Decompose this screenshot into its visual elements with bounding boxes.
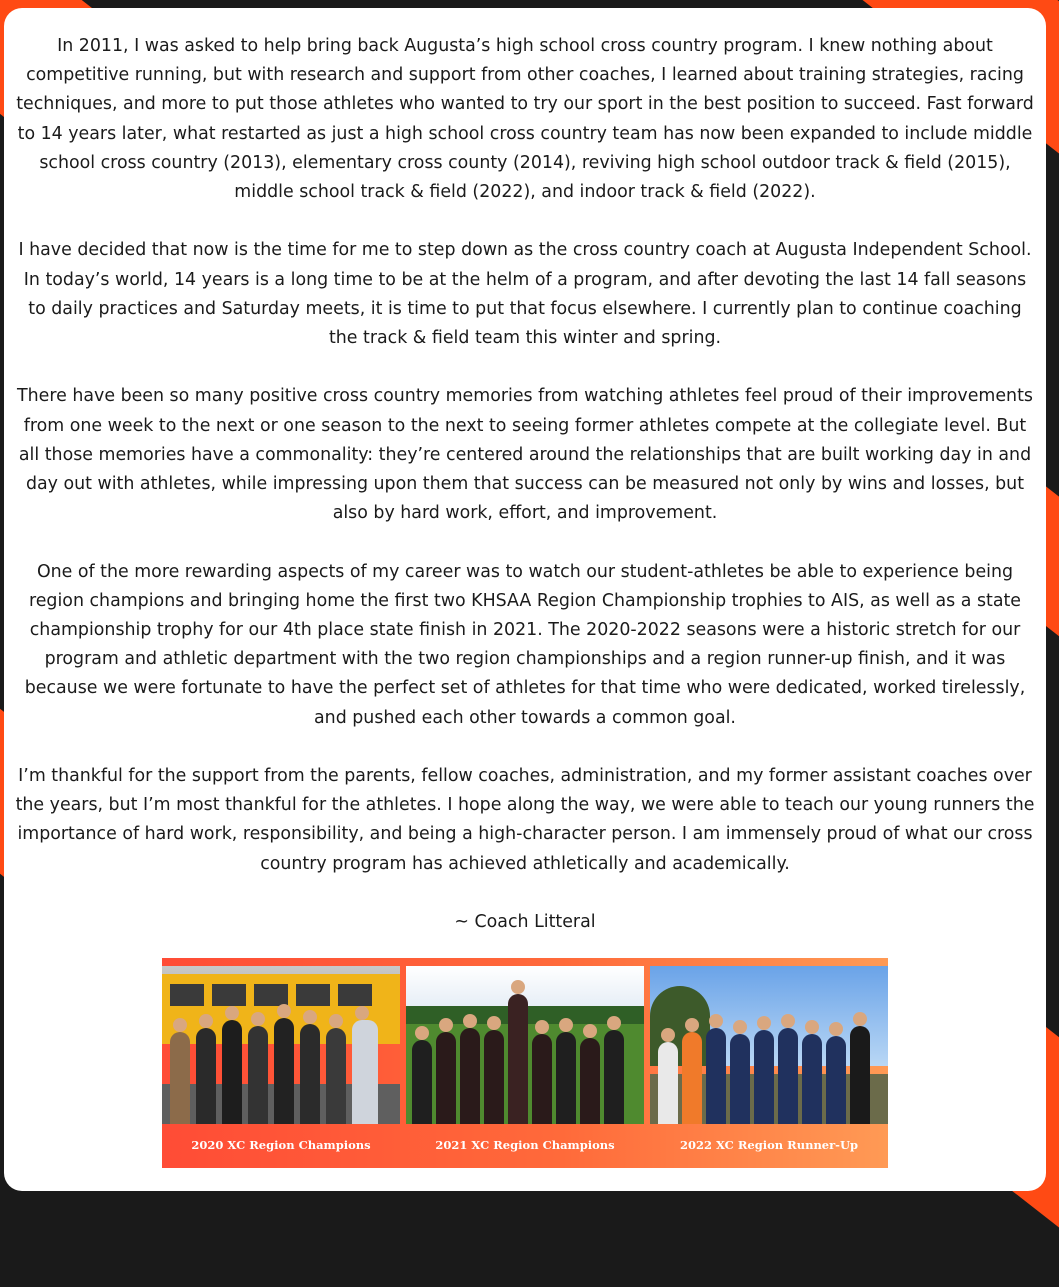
letter-paragraph: In 2011, I was asked to help bring back Augusta’s high school cross country program. I knew nothing about competitive running, but with research and support from other coaches, I learned about training strategies, racing techniques, and more to put those athletes who wanted to try our sport in the best position to succeed. Fast forward to 14 years later, what restarted as just a high school cross country team has now been expanded to include middle school cross country (2013), elementary cross county (2014), reviving high school outdoor track & field (2015), middle school track & field (2022), and indoor track & field (2022). [16,36,1034,203]
signature: ~ Coach Litteral [454,912,596,933]
photo-panel-2022 [650,966,888,1168]
letter-paragraph: One of the more rewarding aspects of my career was to watch our student-athletes be able to experience being region champions and bringing home the first two KHSAA Region Championship trophies to AIS, as well as a state championship trophy for our 4th place state finish in 2021. The 2020-2022 seasons were a historic stretch for our program and athletic department with the two region championships and a region runner-up finish, and it was because we were fortunate to have the perfect set of athletes for that time who were dedicated, worked tirelessly, and pushed each other towards a common goal. [24,561,1026,728]
letter-body [14,32,1036,937]
photo-panel-2021 [406,966,644,1168]
letter-paragraph: I have decided that now is the time for me to step down as the cross country coach at Augusta Independent School. In today’s world, 14 years is a long time to be at the helm of a program, and after devoting the last 14 fall seasons to daily practices and Saturday meets, it is time to put that focus elsewhere. I currently plan to continue coaching the track & field team this winter and spring. [18,240,1032,349]
letter-paragraph: I’m thankful for the support from the parents, fellow coaches, administration, and my former assistant coaches over the years, but I’m most thankful for the athletes. I hope along the way, we were able to teach our young runners the importance of hard work, responsibility, and being a high-character person. I am immensely proud of what our cross country program has achieved athletically and academically. [15,766,1035,874]
photo-caption: 2020 XC Region Champions [191,1138,371,1152]
team-photo-2022 [650,966,888,1124]
photo-panel-2020 [162,966,400,1168]
photo-caption: 2021 XC Region Champions [435,1138,615,1152]
team-photo-2020 [162,966,400,1124]
photo-caption: 2022 XC Region Runner-Up [679,1138,859,1152]
team-photo-2021 [406,966,644,1124]
letter-paragraph: There have been so many positive cross country memories from watching athletes feel proud of their improvements from one week to the next or one season to the next to seeing former athletes compete at the collegiate level. But all those memories have a commonality: they’re centered around the relationships that are built working day in and day out with athletes, while impressing upon them that success can be measured not only by wins and losses, but also by hard work, effort, and improvement. [17,386,1033,524]
team-photo-strip [162,958,888,1168]
